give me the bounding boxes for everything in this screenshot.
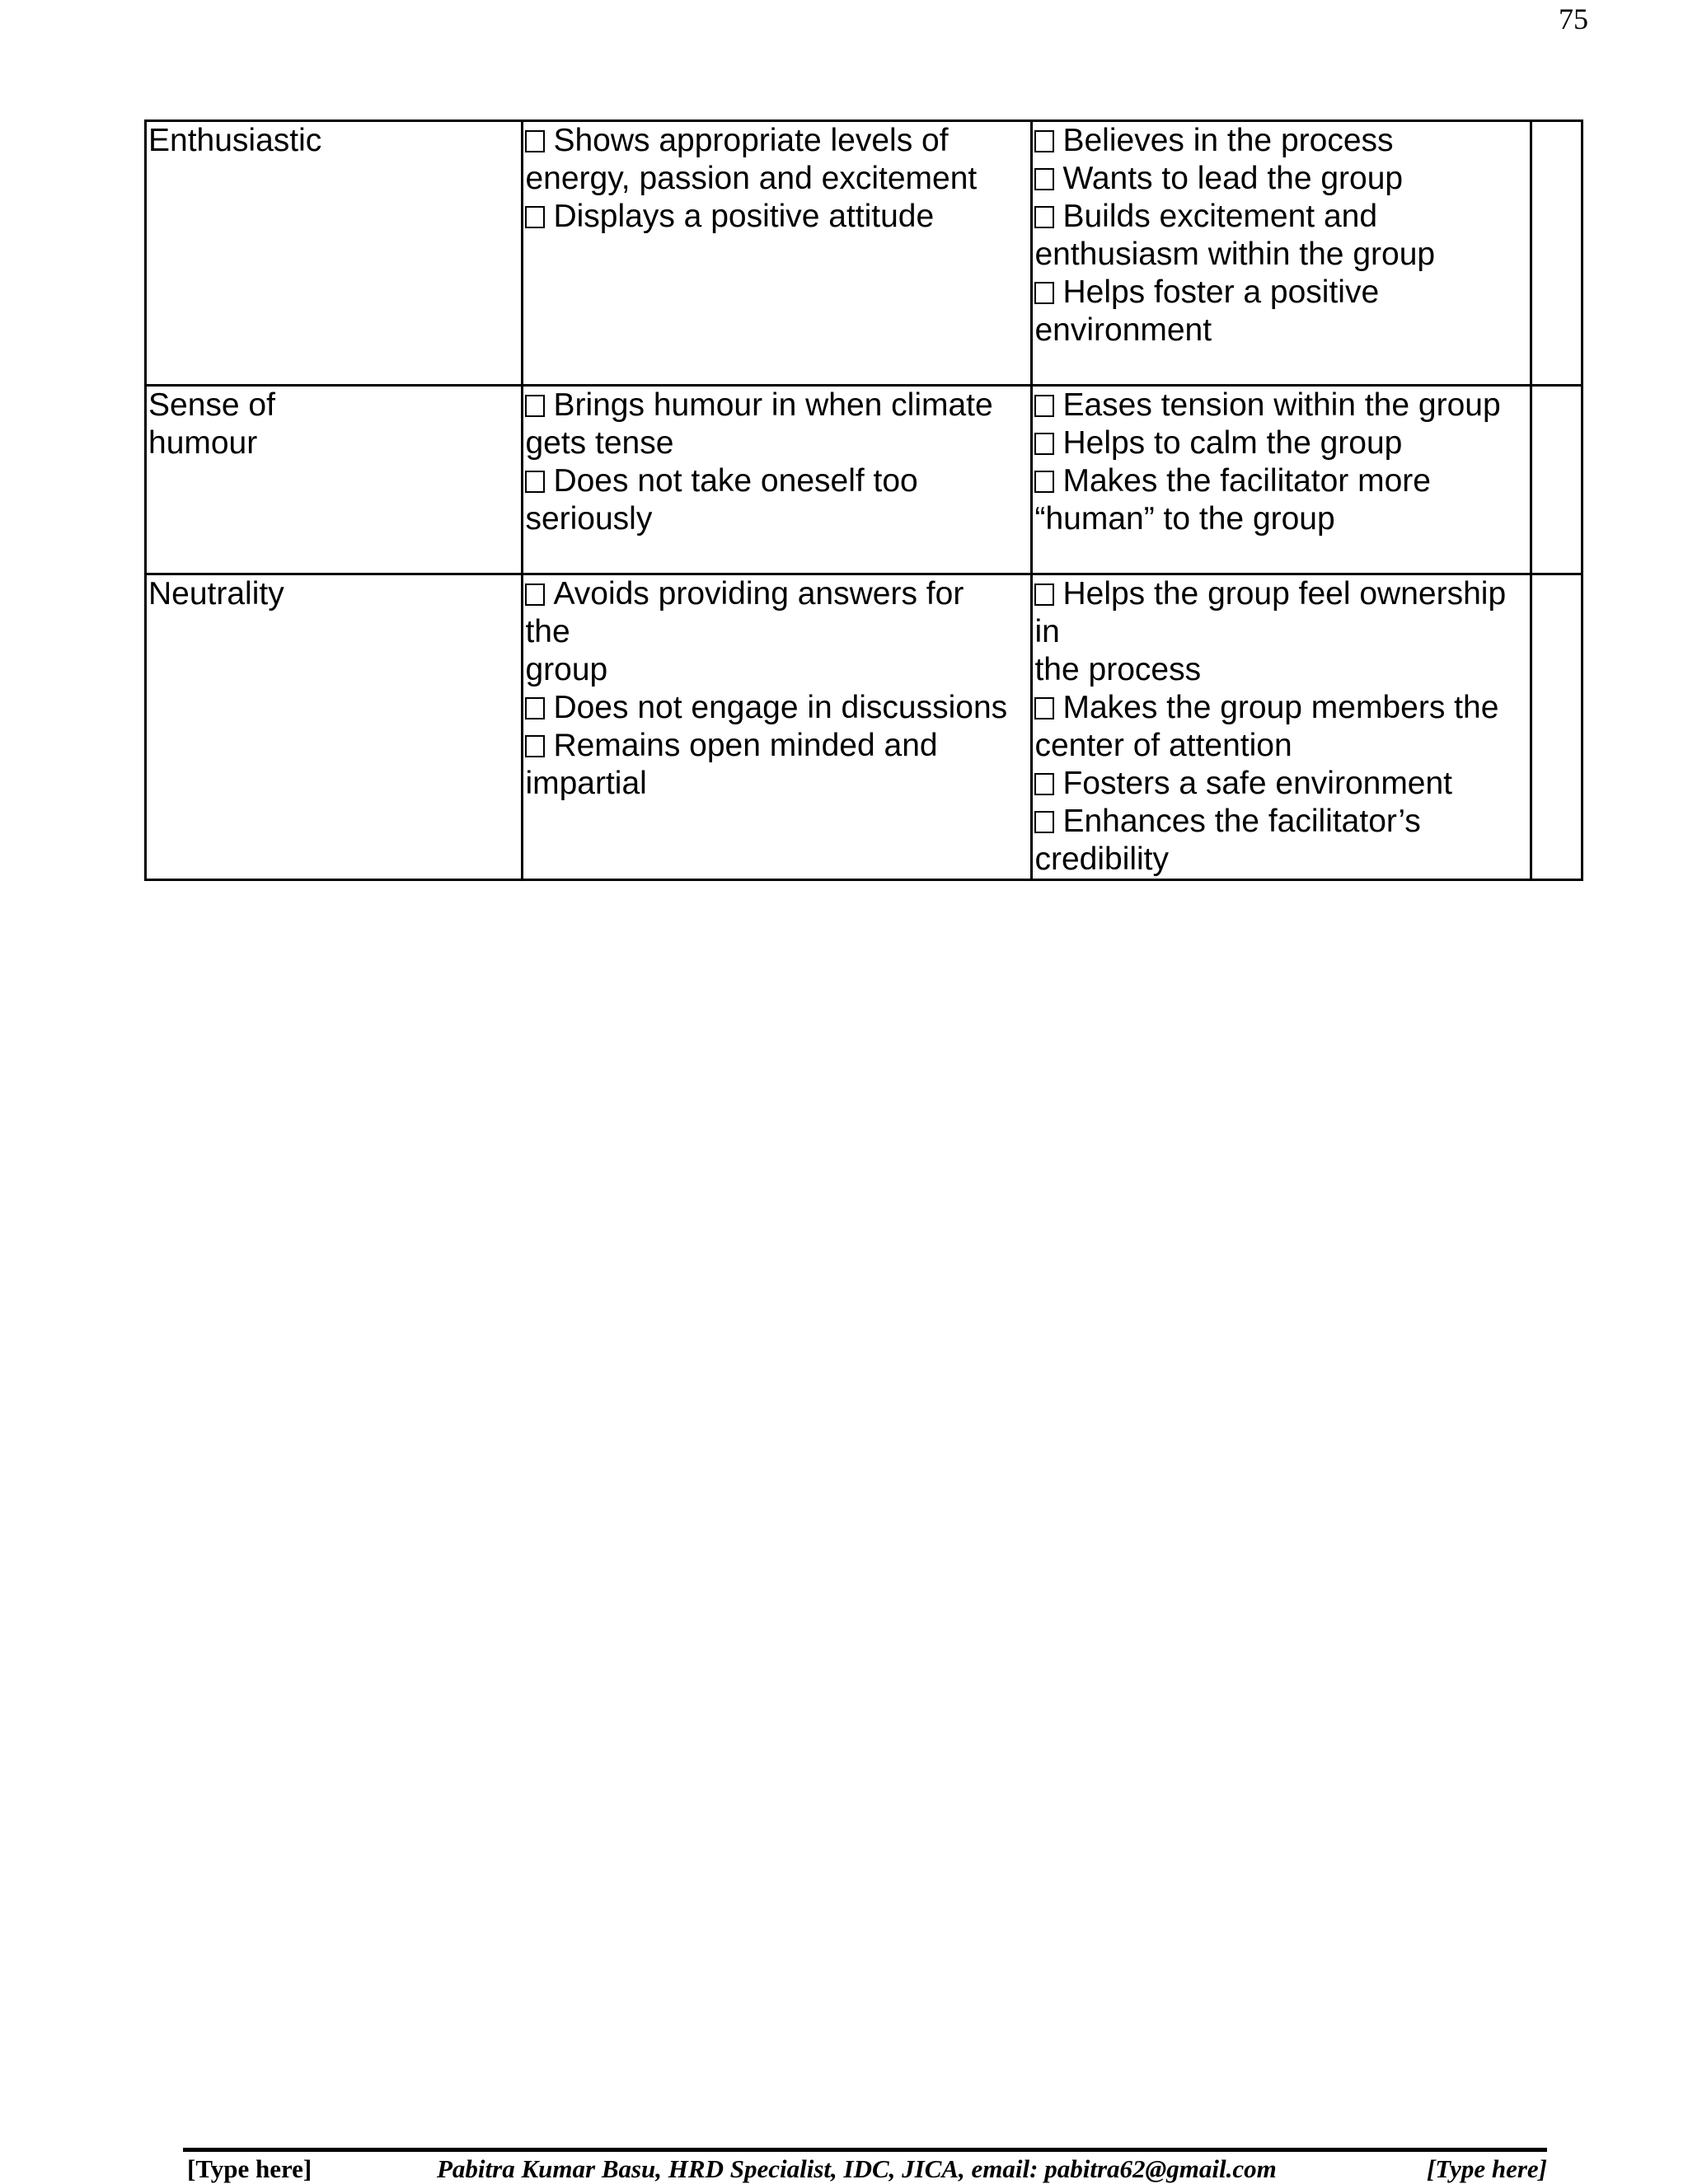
bullet-box-icon [525, 471, 545, 493]
page-number: 75 [1559, 2, 1588, 35]
empty-cell [1531, 121, 1582, 386]
bullet-box-icon [1034, 130, 1054, 152]
bullet-line: Helps foster a positive [1034, 274, 1528, 312]
bullet-line: Helps to calm the group [1034, 424, 1528, 462]
footer-left-placeholder: [Type here] [187, 2154, 312, 2183]
qualities-table [144, 120, 1583, 881]
quality-cell [146, 574, 523, 880]
continuation-line: environment [1034, 312, 1212, 348]
quality-label: Enthusiastic [148, 123, 322, 158]
bullet-line: Shows appropriate levels of [525, 122, 1029, 160]
continuation-line: “human” to the group [1034, 501, 1335, 537]
bullet-line: Avoids providing answers for [525, 575, 1029, 613]
bullet-box-icon [525, 130, 545, 152]
bullet-box-icon [1034, 433, 1054, 455]
table-row-neutrality [146, 574, 1582, 880]
bullet-box-icon [525, 697, 545, 719]
continuation-line: credibility [1034, 841, 1170, 877]
bullet-line: Helps the group feel ownership [1034, 575, 1528, 613]
bullet-box-icon [525, 206, 545, 228]
continuation-line: impartial [525, 766, 647, 801]
bullet-line: Fosters a safe environment [1034, 765, 1528, 803]
quality-label: Neutrality [148, 576, 284, 612]
bullet-line: Believes in the process [1034, 122, 1528, 160]
bullet-box-icon [1034, 471, 1054, 493]
bullet-box-icon [1034, 583, 1054, 606]
behaviours-cell [523, 121, 1032, 386]
benefits-cell [1032, 574, 1531, 880]
bullet-line: Remains open minded and [525, 727, 1029, 765]
behaviours-cell [523, 386, 1032, 574]
bullet-line: Does not engage in discussions [525, 689, 1029, 727]
bullet-line: Enhances the facilitator’s [1034, 803, 1528, 841]
bullet-box-icon [1034, 811, 1054, 833]
empty-cell [1531, 574, 1582, 880]
continuation-line: gets tense [525, 425, 674, 461]
bullet-box-icon [1034, 168, 1054, 190]
quality-cell [146, 386, 523, 574]
quality-cell [146, 121, 523, 386]
bullet-line: Makes the group members the [1034, 689, 1528, 727]
bullet-box-icon [1034, 282, 1054, 304]
footer-right-placeholder: [Type here] [1426, 2154, 1547, 2183]
behaviours-cell [523, 574, 1032, 880]
bullet-line: Wants to lead the group [1034, 160, 1528, 198]
continuation-line: seriously [525, 501, 653, 537]
footer-divider [183, 2148, 1547, 2152]
table-row-enthusiastic [146, 121, 1582, 386]
continuation-line: in [1034, 614, 1060, 649]
empty-cell [1531, 386, 1582, 574]
table-row-sense-of-humour [146, 386, 1582, 574]
benefits-cell [1032, 386, 1531, 574]
continuation-line: group [525, 652, 608, 687]
continuation-line: the process [1034, 652, 1202, 687]
bullet-box-icon [1034, 206, 1054, 228]
bullet-box-icon [1034, 773, 1054, 795]
bullet-box-icon [525, 735, 545, 757]
continuation-line: enthusiasm within the group [1034, 237, 1436, 272]
bullet-box-icon [525, 395, 545, 417]
benefits-cell [1032, 121, 1531, 386]
quality-label-line: humour [148, 425, 258, 461]
bullet-box-icon [1034, 697, 1054, 719]
bullet-line: Displays a positive attitude [525, 198, 1029, 236]
continuation-line: center of attention [1034, 728, 1292, 763]
bullet-line: Makes the facilitator more [1034, 462, 1528, 500]
quality-label-line: Sense of [148, 387, 275, 423]
bullet-box-icon [1034, 395, 1054, 417]
continuation-line: energy, passion and excitement [525, 161, 978, 196]
continuation-line: the [525, 614, 570, 649]
bullet-line: Builds excitement and [1034, 198, 1528, 236]
bullet-box-icon [525, 583, 545, 606]
footer-author-credit: Pabitra Kumar Basu, HRD Specialist, IDC, JICA, email: pabitra62@gmail.com [437, 2154, 1277, 2183]
bullet-line: Eases tension within the group [1034, 387, 1528, 424]
bullet-line: Does not take oneself too [525, 462, 1029, 500]
bullet-line: Brings humour in when climate [525, 387, 1029, 424]
